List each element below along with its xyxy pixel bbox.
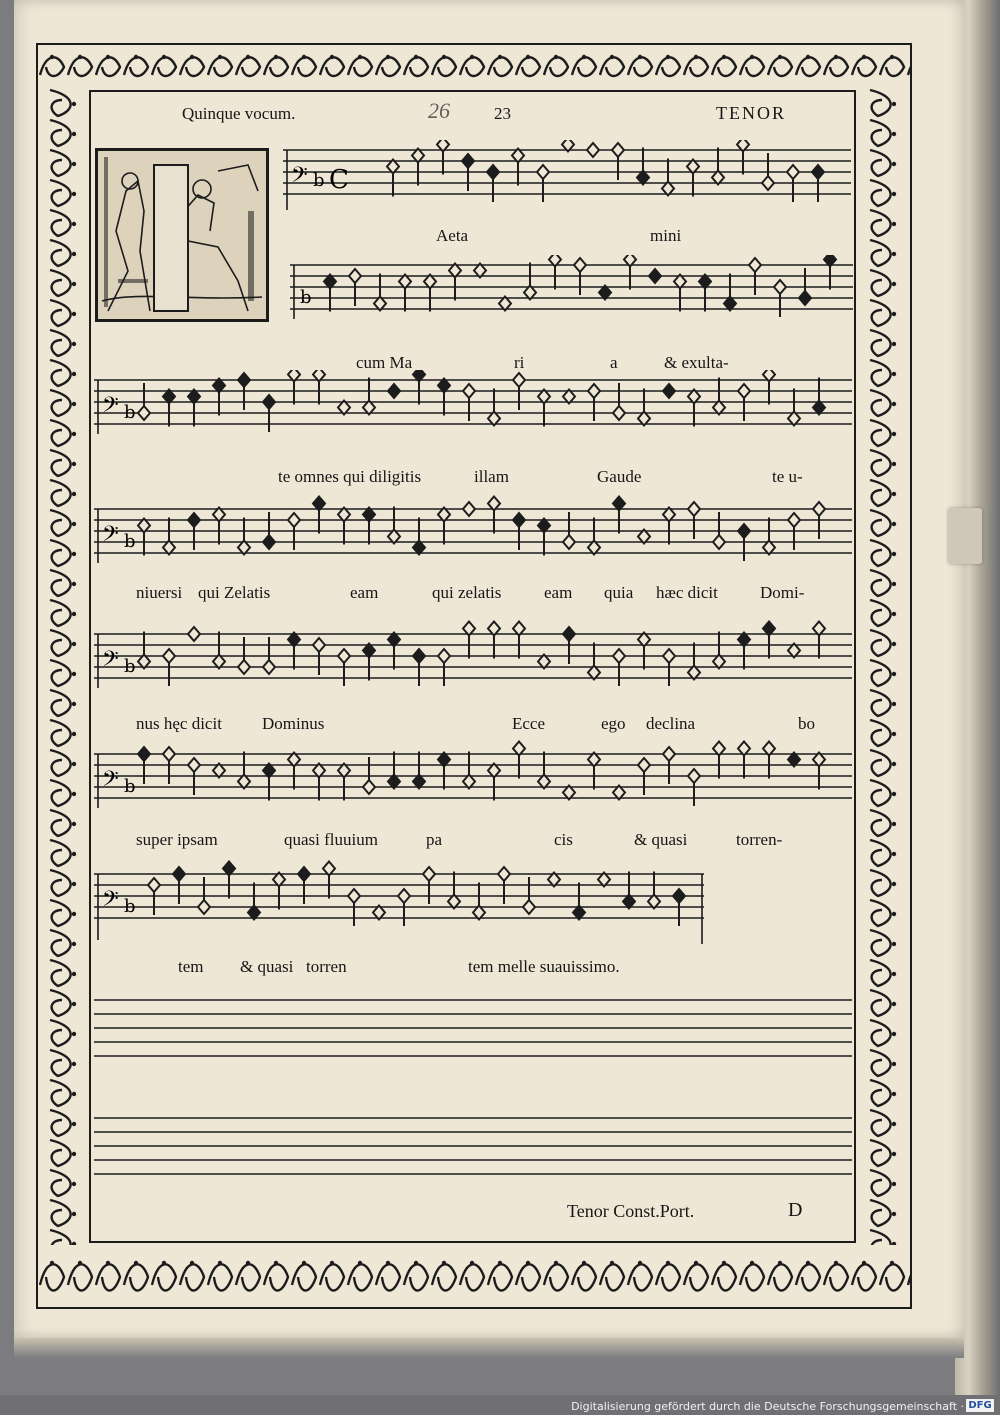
note-head <box>563 627 575 641</box>
svg-text:b: b <box>124 656 136 677</box>
note-head <box>463 384 475 398</box>
note-head <box>813 502 825 516</box>
staff-system-3 <box>94 370 854 445</box>
page-shadow <box>14 1338 964 1358</box>
note-head <box>348 889 360 903</box>
note-head <box>388 384 400 398</box>
note-head <box>663 384 675 398</box>
lyric-syllable: declina <box>646 714 696 733</box>
note-head <box>537 165 549 179</box>
lyric-syllable: super ipsam <box>136 830 218 849</box>
note-head <box>523 900 535 914</box>
lyric-syllable: ego <box>601 714 626 733</box>
page-number: 23 <box>494 104 511 123</box>
note-head <box>787 165 799 179</box>
lyric-syllable: nus hęc dicit <box>136 714 222 733</box>
dfg-logo: DFG <box>966 1399 994 1412</box>
note-head <box>188 627 200 641</box>
note-head <box>587 143 599 157</box>
svg-text:𝄢: 𝄢 <box>102 887 119 917</box>
note-head <box>612 143 624 157</box>
note-head <box>574 258 586 272</box>
lyric-syllable: te u- <box>772 467 803 486</box>
lyric-syllable: mini <box>650 226 682 245</box>
digitization-credit: Digitalisierung gefördert durch die Deutsche Forschungsgemeinschaft · <box>571 1400 964 1413</box>
note-head <box>413 649 425 663</box>
note-head <box>638 758 650 772</box>
lyric-syllable: Aeta <box>436 226 469 245</box>
svg-text:𝄢: 𝄢 <box>291 163 308 193</box>
note-head <box>148 878 160 892</box>
svg-text:𝄢: 𝄢 <box>102 522 119 552</box>
note-head <box>673 889 685 903</box>
note-head <box>713 535 725 549</box>
note-head <box>688 769 700 783</box>
note-head <box>238 660 250 674</box>
svg-text:b: b <box>300 287 312 308</box>
note-head <box>398 889 410 903</box>
note-head <box>588 384 600 398</box>
lyric-syllable: & quasi <box>634 830 688 849</box>
note-head <box>163 747 175 761</box>
lyric-syllable: niuersi <box>136 583 183 602</box>
lyric-syllable: tem melle suauissimo. <box>468 957 620 976</box>
note-head <box>138 406 150 420</box>
svg-text:b: b <box>124 896 136 917</box>
empty-staff-1 <box>94 990 854 1070</box>
note-head <box>163 649 175 663</box>
lyric-syllable: illam <box>474 467 509 486</box>
lyric-syllable: Ecce <box>512 714 546 733</box>
note-head <box>487 165 499 179</box>
staff-system-5 <box>94 620 854 700</box>
lyric-syllable: Gaude <box>597 467 642 486</box>
lyric-syllable: tem <box>178 957 204 976</box>
note-head <box>198 900 210 914</box>
note-head <box>613 406 625 420</box>
lyric-syllable: ri <box>514 353 525 372</box>
note-head <box>438 649 450 663</box>
lyric-syllable: eam <box>544 583 573 602</box>
note-head <box>298 867 310 881</box>
lyric-syllable: & quasi <box>240 957 294 976</box>
staff-system-7 <box>94 860 714 950</box>
note-head <box>463 502 475 516</box>
lyric-syllable: bo <box>798 714 815 733</box>
handwritten-page-number: 26 <box>428 98 450 123</box>
note-head <box>188 758 200 772</box>
lyric-syllable: Domi- <box>760 583 805 602</box>
note-head <box>738 384 750 398</box>
lyric-syllable: eam <box>350 583 379 602</box>
svg-text:b: b <box>313 170 325 191</box>
note-head <box>338 649 350 663</box>
note-head <box>799 291 811 305</box>
note-head <box>663 747 675 761</box>
lyric-syllable: & exulta- <box>664 353 729 372</box>
lyric-syllable: torren- <box>736 830 783 849</box>
lyric-syllable: te omnes qui diligitis <box>278 467 422 486</box>
gathering-letter: D <box>788 1199 803 1221</box>
lyric-syllable: quia <box>604 583 634 602</box>
lyric-syllable: cum Ma <box>356 353 413 372</box>
staff-system-2 <box>290 255 855 330</box>
note-head <box>649 269 661 283</box>
running-title: Quinque vocum. <box>182 104 296 123</box>
lyric-syllable: torren <box>306 957 347 976</box>
lyric-syllable: qui zelatis <box>432 583 502 602</box>
note-head <box>762 176 774 190</box>
note-head <box>812 165 824 179</box>
note-head <box>749 258 761 272</box>
note-head <box>688 502 700 516</box>
lyric-syllable: cis <box>554 830 573 849</box>
lyric-syllable: qui Zelatis <box>198 583 271 602</box>
woodcut-initial <box>95 148 269 322</box>
note-head <box>513 513 525 527</box>
note-head <box>788 513 800 527</box>
note-head <box>423 867 435 881</box>
note-head <box>263 535 275 549</box>
svg-text:C: C <box>329 165 349 195</box>
note-head <box>774 280 786 294</box>
staff-system-6 <box>94 740 854 820</box>
lyric-syllable: hæc dicit <box>656 583 718 602</box>
note-head <box>263 660 275 674</box>
note-head <box>263 395 275 409</box>
note-head <box>513 373 525 387</box>
note-head <box>738 524 750 538</box>
voice-part-title: TENOR <box>716 103 786 123</box>
note-head <box>288 513 300 527</box>
page-tab-marker <box>948 508 982 564</box>
lyric-syllable: pa <box>426 830 443 849</box>
svg-text:𝄢: 𝄢 <box>102 647 119 677</box>
note-head <box>173 867 185 881</box>
svg-text:b: b <box>124 531 136 552</box>
note-head <box>563 535 575 549</box>
note-head <box>363 780 375 794</box>
note-head <box>188 513 200 527</box>
note-head <box>613 649 625 663</box>
svg-text:𝄢: 𝄢 <box>102 393 119 423</box>
note-head <box>138 747 150 761</box>
lyric-syllable: Dominus <box>262 714 325 733</box>
empty-staff-2 <box>94 1108 854 1188</box>
svg-text:b: b <box>124 776 136 797</box>
note-head <box>349 269 361 283</box>
staff-system-1 <box>283 140 853 220</box>
note-head <box>663 649 675 663</box>
lyric-syllable: quasi fluuium <box>284 830 378 849</box>
svg-text:𝄢: 𝄢 <box>102 767 119 797</box>
lyric-syllable: a <box>610 353 618 372</box>
note-head <box>462 154 474 168</box>
note-head <box>498 867 510 881</box>
staff-system-4 <box>94 495 854 575</box>
note-head <box>238 373 250 387</box>
svg-text:b: b <box>124 402 136 423</box>
note-head <box>313 638 325 652</box>
signature-line: Tenor Const.Port. <box>567 1201 695 1221</box>
